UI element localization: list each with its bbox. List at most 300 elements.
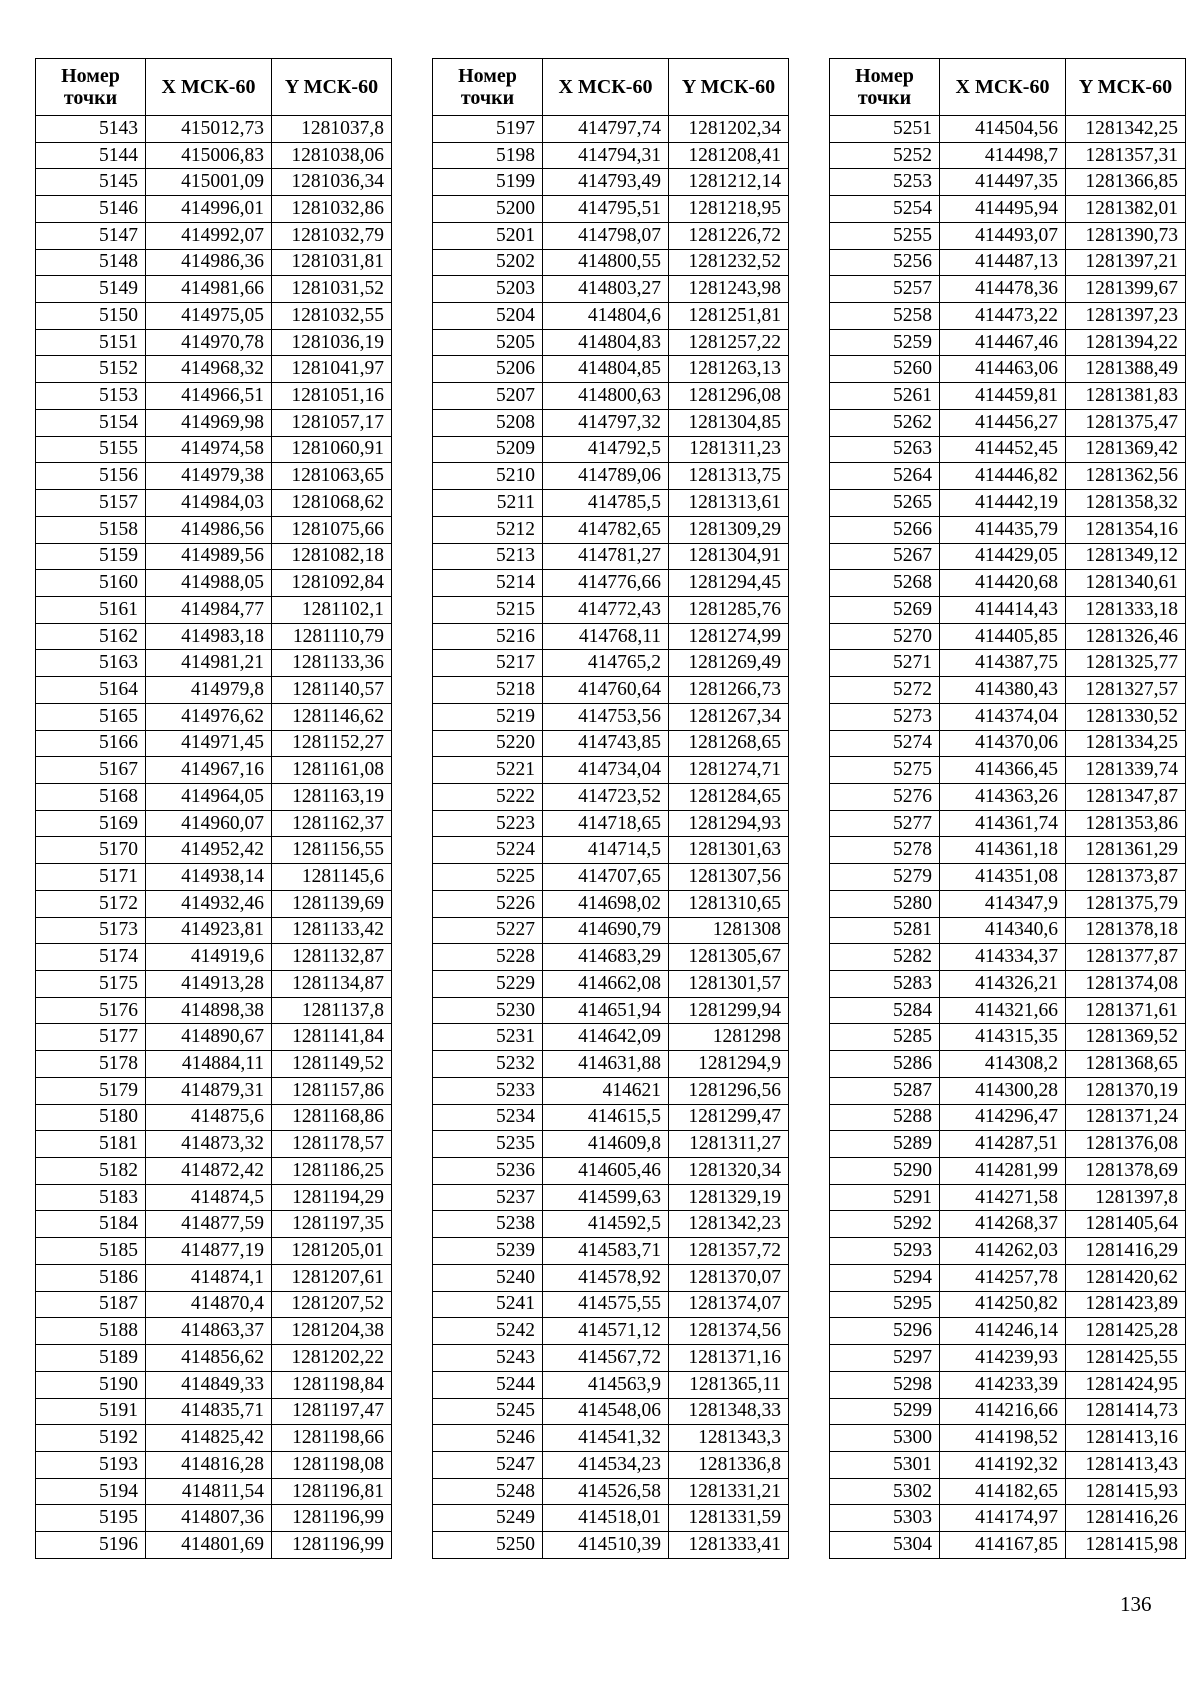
y-coordinate-cell: 1281375,79: [1066, 890, 1186, 917]
point-number-cell: 5269: [830, 596, 940, 623]
y-coordinate-cell: 1281156,55: [272, 837, 392, 864]
x-coordinate-cell: 414631,88: [543, 1051, 669, 1078]
point-number-cell: 5297: [830, 1345, 940, 1372]
x-coordinate-cell: 414718,65: [543, 810, 669, 837]
y-coordinate-cell: 1281186,25: [272, 1158, 392, 1185]
x-coordinate-cell: 414599,63: [543, 1184, 669, 1211]
x-coordinate-cell: 414334,37: [940, 944, 1066, 971]
point-number-cell: 5168: [36, 783, 146, 810]
y-coordinate-cell: 1281060,91: [272, 436, 392, 463]
y-coordinate-cell: 1281299,47: [669, 1104, 789, 1131]
x-coordinate-cell: 414233,39: [940, 1371, 1066, 1398]
point-number-cell: 5171: [36, 864, 146, 891]
y-coordinate-cell: 1281132,87: [272, 944, 392, 971]
x-coordinate-cell: 414246,14: [940, 1318, 1066, 1345]
x-coordinate-cell: 414776,66: [543, 570, 669, 597]
table-row: [36, 1184, 392, 1211]
x-coordinate-cell: 414366,45: [940, 757, 1066, 784]
y-coordinate-cell: 1281137,8: [272, 997, 392, 1024]
x-coordinate-cell: 414981,21: [146, 650, 272, 677]
point-number-cell: 5259: [830, 329, 940, 356]
x-coordinate-cell: 414873,32: [146, 1131, 272, 1158]
table-row: [433, 490, 789, 517]
table-row: [36, 703, 392, 730]
point-number-cell: 5244: [433, 1371, 543, 1398]
x-coordinate-cell: 414271,58: [940, 1184, 1066, 1211]
table-row: [36, 890, 392, 917]
table-row: [830, 409, 1186, 436]
table-row: [433, 1158, 789, 1185]
y-coordinate-cell: 1281377,87: [1066, 944, 1186, 971]
y-coordinate-cell: 1281036,19: [272, 329, 392, 356]
point-number-cell: 5220: [433, 730, 543, 757]
point-number-cell: 5292: [830, 1211, 940, 1238]
y-coordinate-cell: 1281152,27: [272, 730, 392, 757]
x-coordinate-cell: 414548,06: [543, 1398, 669, 1425]
table-row: [830, 1131, 1186, 1158]
header-y: Y МСК-60: [272, 59, 392, 116]
x-coordinate-cell: 414816,28: [146, 1451, 272, 1478]
coordinates-table-1: [35, 58, 392, 1559]
y-coordinate-cell: 1281342,23: [669, 1211, 789, 1238]
x-coordinate-cell: 414192,32: [940, 1451, 1066, 1478]
y-coordinate-cell: 1281162,37: [272, 810, 392, 837]
x-coordinate-cell: 414714,5: [543, 837, 669, 864]
x-coordinate-cell: 414789,06: [543, 463, 669, 490]
table-row: [36, 222, 392, 249]
y-coordinate-cell: 1281294,93: [669, 810, 789, 837]
table-row: [433, 222, 789, 249]
table-row: [36, 1451, 392, 1478]
x-coordinate-cell: 414967,16: [146, 757, 272, 784]
table-row: [36, 169, 392, 196]
x-coordinate-cell: 414651,94: [543, 997, 669, 1024]
y-coordinate-cell: 1281381,83: [1066, 383, 1186, 410]
table-row: [830, 650, 1186, 677]
y-coordinate-cell: 1281369,42: [1066, 436, 1186, 463]
y-coordinate-cell: 1281198,66: [272, 1425, 392, 1452]
x-coordinate-cell: 414239,93: [940, 1345, 1066, 1372]
y-coordinate-cell: 1281413,16: [1066, 1425, 1186, 1452]
x-coordinate-cell: 414414,43: [940, 596, 1066, 623]
y-coordinate-cell: 1281310,65: [669, 890, 789, 917]
table-row: [830, 142, 1186, 169]
table-row: [433, 1291, 789, 1318]
x-coordinate-cell: 414615,5: [543, 1104, 669, 1131]
x-coordinate-cell: 414964,05: [146, 783, 272, 810]
table-row: [433, 810, 789, 837]
point-number-cell: 5156: [36, 463, 146, 490]
y-coordinate-cell: 1281357,72: [669, 1238, 789, 1265]
table-row: [433, 596, 789, 623]
point-number-cell: 5235: [433, 1131, 543, 1158]
x-coordinate-cell: 414690,79: [543, 917, 669, 944]
table-row: [830, 596, 1186, 623]
x-coordinate-cell: 415006,83: [146, 142, 272, 169]
y-coordinate-cell: 1281057,17: [272, 409, 392, 436]
point-number-cell: 5299: [830, 1398, 940, 1425]
y-coordinate-cell: 1281311,27: [669, 1131, 789, 1158]
point-number-cell: 5284: [830, 997, 940, 1024]
x-coordinate-cell: 415001,09: [146, 169, 272, 196]
table-row: [36, 971, 392, 998]
x-coordinate-cell: 414707,65: [543, 864, 669, 891]
table-row: [433, 1024, 789, 1051]
table-row: [830, 169, 1186, 196]
y-coordinate-cell: 1281145,6: [272, 864, 392, 891]
y-coordinate-cell: 1281133,42: [272, 917, 392, 944]
point-number-cell: 5262: [830, 409, 940, 436]
table-row: [433, 890, 789, 917]
table-row: [830, 1238, 1186, 1265]
header-x: X МСК-60: [146, 59, 272, 116]
point-number-cell: 5222: [433, 783, 543, 810]
x-coordinate-cell: 414563,9: [543, 1371, 669, 1398]
y-coordinate-cell: 1281357,31: [1066, 142, 1186, 169]
table-row: [36, 1532, 392, 1559]
point-number-cell: 5282: [830, 944, 940, 971]
y-coordinate-cell: 1281311,23: [669, 436, 789, 463]
table-row: [36, 463, 392, 490]
table-header-row: [830, 59, 1186, 116]
x-coordinate-cell: 414351,08: [940, 864, 1066, 891]
table-row: [36, 1024, 392, 1051]
point-number-cell: 5215: [433, 596, 543, 623]
point-number-cell: 5221: [433, 757, 543, 784]
x-coordinate-cell: 414884,11: [146, 1051, 272, 1078]
table-row: [830, 463, 1186, 490]
header-point-number: Номер точки: [830, 59, 940, 116]
y-coordinate-cell: 1281140,57: [272, 677, 392, 704]
point-number-cell: 5237: [433, 1184, 543, 1211]
point-number-cell: 5301: [830, 1451, 940, 1478]
point-number-cell: 5209: [433, 436, 543, 463]
point-number-cell: 5191: [36, 1398, 146, 1425]
point-number-cell: 5234: [433, 1104, 543, 1131]
x-coordinate-cell: 414849,33: [146, 1371, 272, 1398]
point-number-cell: 5187: [36, 1291, 146, 1318]
table-row: [830, 1318, 1186, 1345]
table-row: [36, 1238, 392, 1265]
table-row: [830, 1104, 1186, 1131]
y-coordinate-cell: 1281340,61: [1066, 570, 1186, 597]
x-coordinate-cell: 414760,64: [543, 677, 669, 704]
table-row: [433, 383, 789, 410]
point-number-cell: 5166: [36, 730, 146, 757]
x-coordinate-cell: 414493,07: [940, 222, 1066, 249]
point-number-cell: 5219: [433, 703, 543, 730]
point-number-cell: 5223: [433, 810, 543, 837]
x-coordinate-cell: 414198,52: [940, 1425, 1066, 1452]
y-coordinate-cell: 1281414,73: [1066, 1398, 1186, 1425]
y-coordinate-cell: 1281232,52: [669, 249, 789, 276]
y-coordinate-cell: 1281032,79: [272, 222, 392, 249]
table-row: [36, 757, 392, 784]
y-coordinate-cell: 1281333,18: [1066, 596, 1186, 623]
table-row: [433, 303, 789, 330]
header-point-number: Номер точки: [36, 59, 146, 116]
table-row: [830, 1077, 1186, 1104]
point-number-cell: 5298: [830, 1371, 940, 1398]
y-coordinate-cell: 1281325,77: [1066, 650, 1186, 677]
table-row: [36, 810, 392, 837]
y-coordinate-cell: 1281374,56: [669, 1318, 789, 1345]
point-number-cell: 5283: [830, 971, 940, 998]
x-coordinate-cell: 414459,81: [940, 383, 1066, 410]
x-coordinate-cell: 414877,19: [146, 1238, 272, 1265]
point-number-cell: 5165: [36, 703, 146, 730]
y-coordinate-cell: 1281305,67: [669, 944, 789, 971]
table-row: [36, 383, 392, 410]
x-coordinate-cell: 414510,39: [543, 1532, 669, 1559]
table-row: [433, 1478, 789, 1505]
point-number-cell: 5153: [36, 383, 146, 410]
table-row: [830, 116, 1186, 143]
table-row: [433, 783, 789, 810]
y-coordinate-cell: 1281139,69: [272, 890, 392, 917]
point-number-cell: 5272: [830, 677, 940, 704]
table-row: [830, 383, 1186, 410]
table-row: [36, 944, 392, 971]
x-coordinate-cell: 414268,37: [940, 1211, 1066, 1238]
point-number-cell: 5290: [830, 1158, 940, 1185]
x-coordinate-cell: 414456,27: [940, 409, 1066, 436]
y-coordinate-cell: 1281197,47: [272, 1398, 392, 1425]
x-coordinate-cell: 414734,04: [543, 757, 669, 784]
x-coordinate-cell: 414452,45: [940, 436, 1066, 463]
point-number-cell: 5174: [36, 944, 146, 971]
x-coordinate-cell: 414960,07: [146, 810, 272, 837]
point-number-cell: 5196: [36, 1532, 146, 1559]
y-coordinate-cell: 1281141,84: [272, 1024, 392, 1051]
point-number-cell: 5150: [36, 303, 146, 330]
x-coordinate-cell: 414981,66: [146, 276, 272, 303]
table-row: [36, 543, 392, 570]
point-number-cell: 5170: [36, 837, 146, 864]
y-coordinate-cell: 1281196,99: [272, 1505, 392, 1532]
point-number-cell: 5273: [830, 703, 940, 730]
y-coordinate-cell: 1281399,67: [1066, 276, 1186, 303]
y-coordinate-cell: 1281196,81: [272, 1478, 392, 1505]
point-number-cell: 5275: [830, 757, 940, 784]
table-row: [433, 169, 789, 196]
x-coordinate-cell: 414979,8: [146, 677, 272, 704]
table-row: [433, 196, 789, 223]
point-number-cell: 5202: [433, 249, 543, 276]
table-row: [830, 703, 1186, 730]
table-row: [36, 142, 392, 169]
x-coordinate-cell: 414405,85: [940, 623, 1066, 650]
table-row: [830, 944, 1186, 971]
x-coordinate-cell: 414804,85: [543, 356, 669, 383]
x-coordinate-cell: 414281,99: [940, 1158, 1066, 1185]
point-number-cell: 5211: [433, 490, 543, 517]
x-coordinate-cell: 414800,55: [543, 249, 669, 276]
x-coordinate-cell: 414792,5: [543, 436, 669, 463]
point-number-cell: 5302: [830, 1478, 940, 1505]
header-x: X МСК-60: [543, 59, 669, 116]
point-number-cell: 5213: [433, 543, 543, 570]
y-coordinate-cell: 1281366,85: [1066, 169, 1186, 196]
x-coordinate-cell: 414621: [543, 1077, 669, 1104]
y-coordinate-cell: 1281307,56: [669, 864, 789, 891]
table-row: [433, 703, 789, 730]
y-coordinate-cell: 1281197,35: [272, 1211, 392, 1238]
table-row: [433, 917, 789, 944]
table-row: [36, 596, 392, 623]
point-number-cell: 5254: [830, 196, 940, 223]
x-coordinate-cell: 414975,05: [146, 303, 272, 330]
header-point-number: Номер точки: [433, 59, 543, 116]
table-row: [433, 1345, 789, 1372]
x-coordinate-cell: 414807,36: [146, 1505, 272, 1532]
y-coordinate-cell: 1281207,61: [272, 1264, 392, 1291]
point-number-cell: 5233: [433, 1077, 543, 1104]
table-row: [36, 409, 392, 436]
table-row: [36, 1131, 392, 1158]
x-coordinate-cell: 414174,97: [940, 1505, 1066, 1532]
y-coordinate-cell: 1281257,22: [669, 329, 789, 356]
x-coordinate-cell: 414347,9: [940, 890, 1066, 917]
point-number-cell: 5143: [36, 116, 146, 143]
x-coordinate-cell: 414976,62: [146, 703, 272, 730]
point-number-cell: 5162: [36, 623, 146, 650]
point-number-cell: 5192: [36, 1425, 146, 1452]
y-coordinate-cell: 1281375,47: [1066, 409, 1186, 436]
x-coordinate-cell: 414989,56: [146, 543, 272, 570]
point-number-cell: 5208: [433, 409, 543, 436]
y-coordinate-cell: 1281051,16: [272, 383, 392, 410]
point-number-cell: 5245: [433, 1398, 543, 1425]
x-coordinate-cell: 414781,27: [543, 543, 669, 570]
table-row: [433, 1451, 789, 1478]
y-coordinate-cell: 1281202,22: [272, 1345, 392, 1372]
x-coordinate-cell: 414167,85: [940, 1532, 1066, 1559]
table-row: [830, 1532, 1186, 1559]
table-row: [36, 1478, 392, 1505]
table-row: [36, 1077, 392, 1104]
x-coordinate-cell: 414363,26: [940, 783, 1066, 810]
point-number-cell: 5175: [36, 971, 146, 998]
y-coordinate-cell: 1281274,71: [669, 757, 789, 784]
table-row: [830, 222, 1186, 249]
y-coordinate-cell: 1281425,28: [1066, 1318, 1186, 1345]
point-number-cell: 5193: [36, 1451, 146, 1478]
point-number-cell: 5224: [433, 837, 543, 864]
y-coordinate-cell: 1281390,73: [1066, 222, 1186, 249]
y-coordinate-cell: 1281134,87: [272, 971, 392, 998]
table-row: [830, 1505, 1186, 1532]
point-number-cell: 5242: [433, 1318, 543, 1345]
y-coordinate-cell: 1281226,72: [669, 222, 789, 249]
point-number-cell: 5218: [433, 677, 543, 704]
table-row: [830, 276, 1186, 303]
point-number-cell: 5240: [433, 1264, 543, 1291]
x-coordinate-cell: 414835,71: [146, 1398, 272, 1425]
x-coordinate-cell: 414877,59: [146, 1211, 272, 1238]
point-number-cell: 5144: [36, 142, 146, 169]
x-coordinate-cell: 414315,35: [940, 1024, 1066, 1051]
table-row: [830, 730, 1186, 757]
y-coordinate-cell: 1281330,52: [1066, 703, 1186, 730]
y-coordinate-cell: 1281374,07: [669, 1291, 789, 1318]
point-number-cell: 5217: [433, 650, 543, 677]
point-number-cell: 5247: [433, 1451, 543, 1478]
table-row: [433, 570, 789, 597]
point-number-cell: 5300: [830, 1425, 940, 1452]
point-number-cell: 5151: [36, 329, 146, 356]
x-coordinate-cell: 414592,5: [543, 1211, 669, 1238]
x-coordinate-cell: 414308,2: [940, 1051, 1066, 1078]
table-row: [36, 490, 392, 517]
x-coordinate-cell: 414793,49: [543, 169, 669, 196]
y-coordinate-cell: 1281348,33: [669, 1398, 789, 1425]
coordinates-table-3: [829, 58, 1186, 1559]
y-coordinate-cell: 1281031,52: [272, 276, 392, 303]
x-coordinate-cell: 414872,42: [146, 1158, 272, 1185]
table-row: [830, 249, 1186, 276]
point-number-cell: 5276: [830, 783, 940, 810]
table-row: [830, 516, 1186, 543]
x-coordinate-cell: 414986,56: [146, 516, 272, 543]
point-number-cell: 5266: [830, 516, 940, 543]
y-coordinate-cell: 1281397,21: [1066, 249, 1186, 276]
y-coordinate-cell: 1281251,81: [669, 303, 789, 330]
point-number-cell: 5185: [36, 1238, 146, 1265]
x-coordinate-cell: 414575,55: [543, 1291, 669, 1318]
table-row: [433, 142, 789, 169]
header-y: Y МСК-60: [1066, 59, 1186, 116]
x-coordinate-cell: 414446,82: [940, 463, 1066, 490]
point-number-cell: 5265: [830, 490, 940, 517]
x-coordinate-cell: 414182,65: [940, 1478, 1066, 1505]
point-number-cell: 5160: [36, 570, 146, 597]
x-coordinate-cell: 414952,42: [146, 837, 272, 864]
x-coordinate-cell: 414971,45: [146, 730, 272, 757]
y-coordinate-cell: 1281212,14: [669, 169, 789, 196]
table-row: [433, 1131, 789, 1158]
table-row: [36, 1371, 392, 1398]
table-row: [36, 516, 392, 543]
y-coordinate-cell: 1281382,01: [1066, 196, 1186, 223]
y-coordinate-cell: 1281370,19: [1066, 1077, 1186, 1104]
x-coordinate-cell: 414504,56: [940, 116, 1066, 143]
table-row: [830, 329, 1186, 356]
x-coordinate-cell: 414361,74: [940, 810, 1066, 837]
x-coordinate-cell: 414984,77: [146, 596, 272, 623]
y-coordinate-cell: 1281163,19: [272, 783, 392, 810]
table-row: [433, 516, 789, 543]
point-number-cell: 5199: [433, 169, 543, 196]
x-coordinate-cell: 414970,78: [146, 329, 272, 356]
point-number-cell: 5277: [830, 810, 940, 837]
table-row: [433, 436, 789, 463]
x-coordinate-cell: 414913,28: [146, 971, 272, 998]
point-number-cell: 5146: [36, 196, 146, 223]
point-number-cell: 5204: [433, 303, 543, 330]
y-coordinate-cell: 1281157,86: [272, 1077, 392, 1104]
x-coordinate-cell: 414768,11: [543, 623, 669, 650]
point-number-cell: 5232: [433, 1051, 543, 1078]
table-row: [36, 1211, 392, 1238]
point-number-cell: 5274: [830, 730, 940, 757]
y-coordinate-cell: 1281038,06: [272, 142, 392, 169]
y-coordinate-cell: 1281036,34: [272, 169, 392, 196]
x-coordinate-cell: 414875,6: [146, 1104, 272, 1131]
y-coordinate-cell: 1281102,1: [272, 596, 392, 623]
point-number-cell: 5293: [830, 1238, 940, 1265]
y-coordinate-cell: 1281371,16: [669, 1345, 789, 1372]
